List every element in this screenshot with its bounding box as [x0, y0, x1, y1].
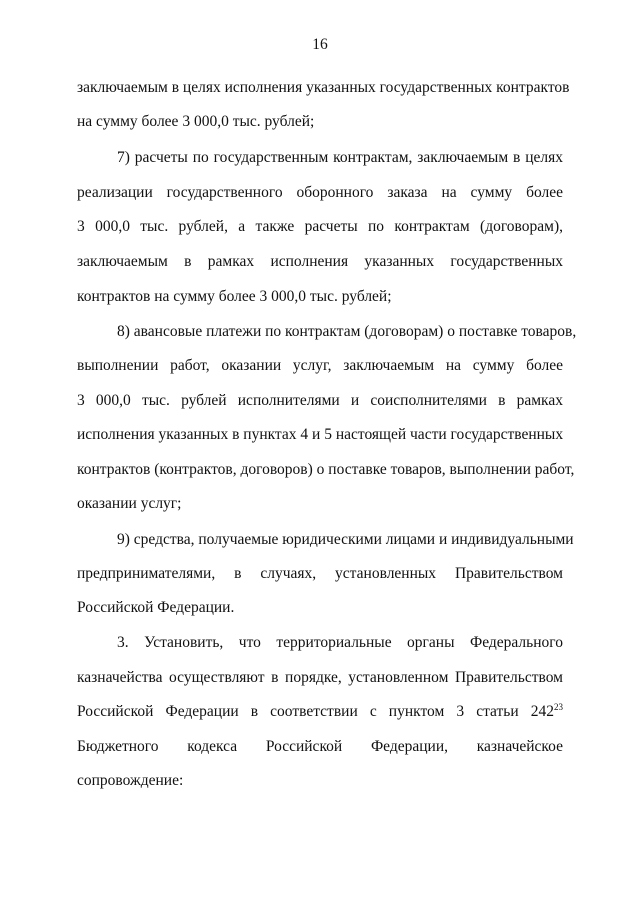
text-line-15: предпринимателями, в случаях, установленных Правительством: [77, 565, 563, 582]
text-line-18: казначейства осуществляют в порядке, установленном Правительством: [77, 669, 563, 686]
text-line-12: контрактов (контрактов, договоров) о поставке товаров, выполнении работ,: [77, 461, 575, 478]
text-line-3: 7) расчеты по государственным контрактам, заключаемым в целях: [117, 149, 563, 166]
text-line-6: заключаемым в рамках исполнения указанных государственных: [77, 253, 563, 270]
text-line-1: заключаемым в целях исполнения указанных государственных контрактов: [77, 79, 570, 96]
text-line-20: Бюджетного кодекса Российской Федерации, казначейское: [77, 738, 563, 755]
text-line-8: 8) авансовые платежи по контрактам (договорам) о поставке товаров,: [117, 323, 577, 340]
text-line-14: 9) средства, получаемые юридическими лицами и индивидуальными: [117, 531, 574, 548]
text-line-19-main: Российской Федерации в соответствии с пунктом 3 статьи 242: [77, 703, 554, 720]
text-line-16: Российской Федерации.: [77, 599, 235, 616]
text-line-17: 3. Установить, что территориальные органы Федерального: [117, 634, 563, 651]
article-superscript: 23: [554, 702, 563, 712]
text-line-4: реализации государственного оборонного заказа на сумму более: [77, 184, 563, 201]
text-line-11: исполнения указанных в пунктах 4 и 5 настоящей части государственных: [77, 426, 564, 443]
text-line-5: 3 000,0 тыс. рублей, а также расчеты по контрактам (договорам),: [77, 218, 563, 235]
text-line-2: на сумму более 3 000,0 тыс. рублей;: [77, 113, 315, 130]
text-line-21: сопровождение:: [77, 772, 184, 789]
text-line-19: [77, 702, 563, 722]
text-line-10: 3 000,0 тыс. рублей исполнителями и соисполнителями в рамках: [77, 392, 563, 409]
text-line-13: оказании услуг;: [77, 495, 182, 512]
text-line-7: контрактов на сумму более 3 000,0 тыс. рублей;: [77, 288, 392, 305]
text-line-9: выполнении работ, оказании услуг, заключаемым на сумму более: [77, 357, 563, 374]
page-number: 16: [312, 36, 328, 53]
